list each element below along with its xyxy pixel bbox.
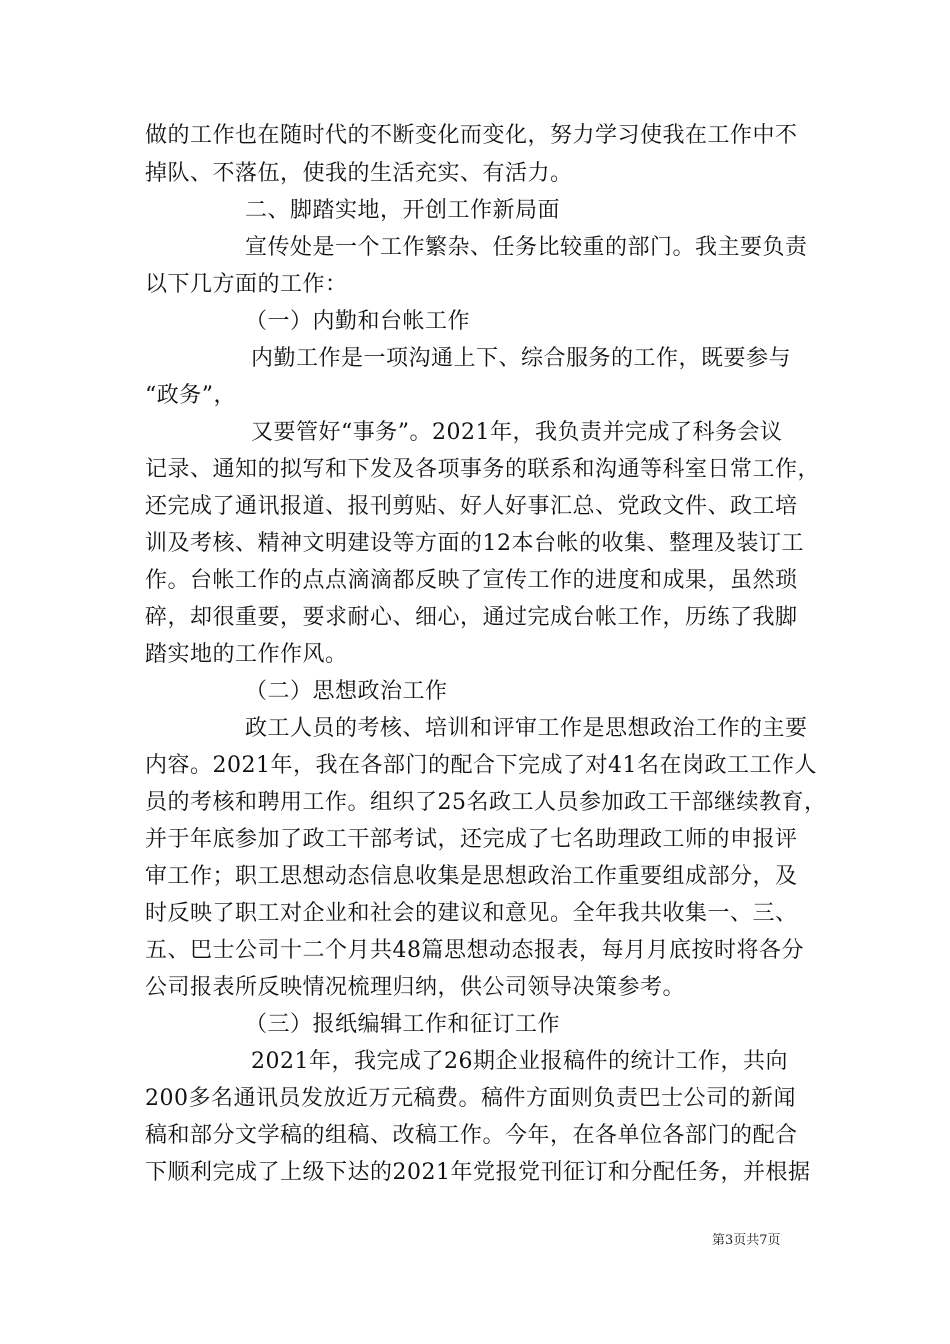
- text-line: 训及考核、精神文明建设等方面的12本台帐的收集、整理及装订工: [145, 531, 804, 556]
- text-line: 时反映了职工对企业和社会的建议和意见。全年我共收集一、三、: [145, 901, 798, 926]
- text-line: 碎，却很重要，要求耐心、细心，通过完成台帐工作，历练了我脚: [145, 605, 798, 630]
- text-line: 五、巴士公司十二个月共48篇思想动态报表，每月月底按时将各分: [145, 938, 804, 963]
- text-line: 下顺利完成了上级下达的2021年党报党刊征订和分配任务，并根据: [145, 1160, 811, 1185]
- subsection-heading: （二）思想政治工作: [245, 679, 448, 704]
- text-line: 宣传处是一个工作繁杂、任务比较重的部门。我主要负责: [245, 235, 808, 260]
- text-line: 审工作；职工思想动态信息收集是思想政治工作重要组成部分，及: [145, 864, 798, 889]
- text-line: 公司报表所反映情况梳理归纳，供公司领导决策参考。: [145, 975, 686, 1000]
- text-line: 200多名通讯员发放近万元稿费。稿件方面则负责巴士公司的新闻: [145, 1086, 796, 1111]
- subsection-heading: （一）内勤和台帐工作: [245, 309, 471, 334]
- text-line: 记录、通知的拟写和下发及各项事务的联系和沟通等科室日常工作，: [145, 457, 821, 482]
- text-line: 踏实地的工作作风。: [145, 642, 348, 667]
- text-line: 内勤工作是一项沟通上下、综合服务的工作，既要参与: [251, 346, 792, 371]
- text-line: 掉队、不落伍，使我的生活充实、有活力。: [145, 161, 573, 186]
- text-line: 2021年，我完成了26期企业报稿件的统计工作，共向: [251, 1049, 788, 1074]
- text-line: 政工人员的考核、培训和评审工作是思想政治工作的主要: [245, 716, 808, 741]
- text-line: 稿和部分文学稿的组稿、改稿工作。今年，在各单位各部门的配合: [145, 1123, 798, 1148]
- text-line: 以下几方面的工作：: [145, 272, 348, 297]
- subsection-heading: （三）报纸编辑工作和征订工作: [245, 1012, 561, 1037]
- page-number: 第3页共7页: [712, 1233, 781, 1248]
- text-line: “政务”，: [145, 383, 236, 408]
- text-line: 员的考核和聘用工作。组织了25名政工人员参加政工干部继续教育，: [145, 790, 827, 815]
- text-line: 还完成了通讯报道、报刊剪贴、好人好事汇总、党政文件、政工培: [145, 494, 798, 519]
- text-line: 做的工作也在随时代的不断变化而变化，努力学习使我在工作中不: [145, 123, 798, 148]
- text-line: 作。台帐工作的点点滴滴都反映了宣传工作的进度和成果，虽然琐: [145, 568, 798, 593]
- text-line: 并于年底参加了政工干部考试，还完成了七名助理政工师的申报评: [145, 827, 798, 852]
- section-heading: 二、脚踏实地，开创工作新局面: [245, 198, 561, 223]
- text-line: 内容。2021年，我在各部门的配合下完成了对41名在岗政工工作人: [145, 753, 817, 778]
- text-line: 又要管好“事务”。2021年，我负责并完成了科务会议: [251, 420, 783, 445]
